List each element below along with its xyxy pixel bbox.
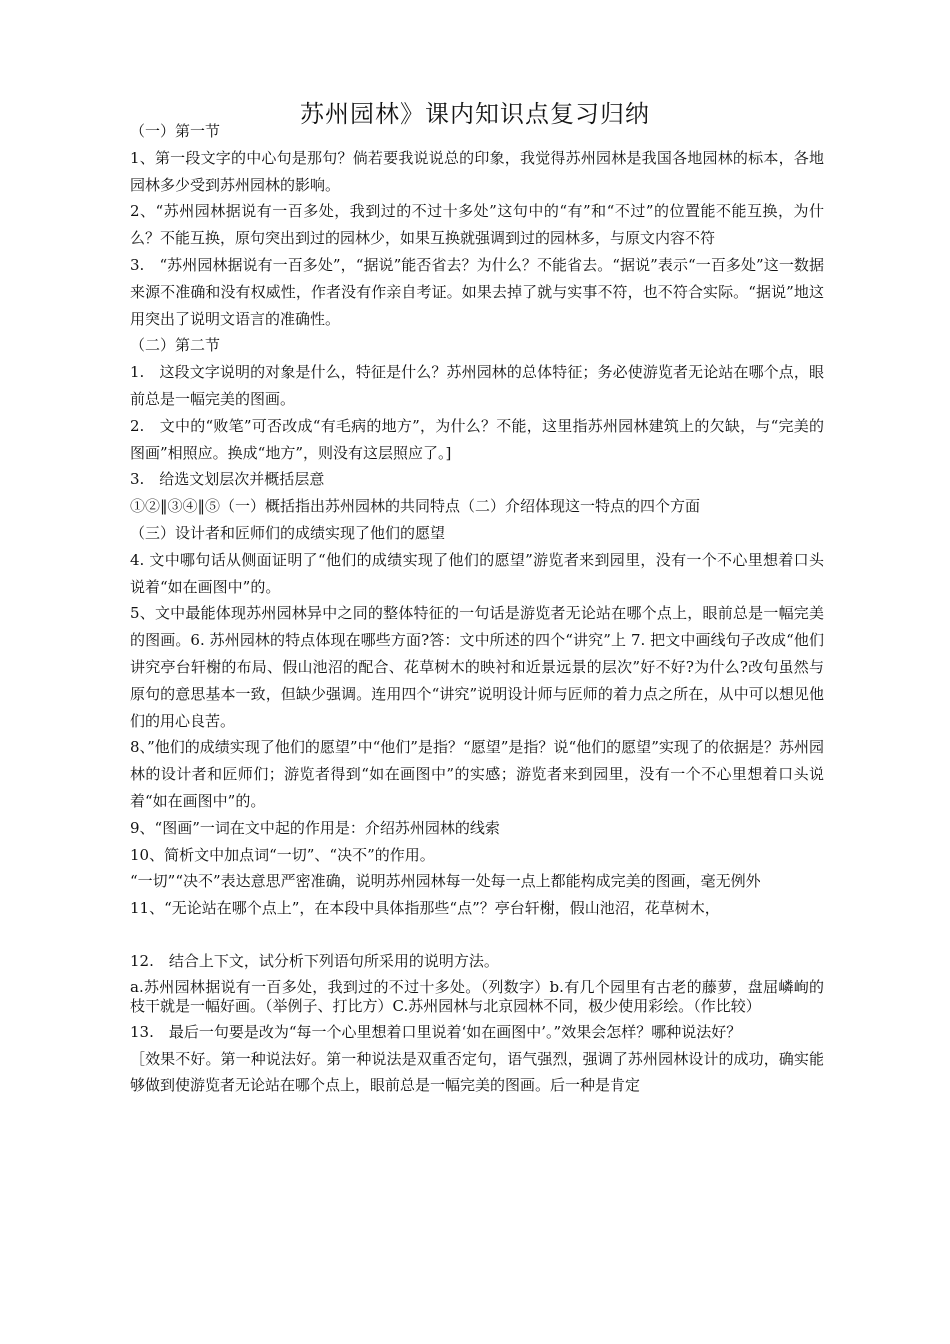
paragraph-s2-q12-answer: a.苏州园林据说有一百多处，我到过的不过十多处。（列数字）b.有几个园里有古老的藤萝，盘屈嶙峋的枝干就是一幅好画。（举例子、打比方）C.苏州园林与北京园林不同，极少使用彩绘。（作比较） <box>130 977 824 1015</box>
paragraph-s2-q13-answer: ［效果不好。第一种说法好。第一种说法是双重否定句，语气强烈，强调了苏州园林设计的成功，确实能够做到使游览者无论站在哪个点上，眼前总是一幅完美的图画。后一种是肯定 <box>130 1049 824 1095</box>
paragraph-q1: 1、第一段文字的中心句是那句？倘若要我说说总的印象，我觉得苏州园林是我国各地园林的标本，各地园林多少受到苏州园林的影响。 <box>130 148 824 194</box>
paragraph-q2: 2、“苏州园林据说有一百多处，我到过的不过十多处”这句中的“有”和“不过”的位置能不能互换，为什么？不能互换，原句突出到过的园林少，如果互换就强调到过的园林多，与原文内容不符 <box>130 202 824 248</box>
paragraph-s2-q5-7: 5、文中最能体现苏州园林异中之同的整体特征的一句话是游览者无论站在哪个点上，眼前总是一幅完美的图画。6. 苏州园林的特点体现在哪些方面?答：文中所述的四个“讲究”上 7. 把文中画线句子改成“他们讲究亭台轩榭的布局、假山池沼的配合、花草树木的映衬和近景远景的层次”好不好?为什么?改句虽然与原句的意思基本一致，但缺少强调。连用四个“讲究”说明设计师与匠师的着力点之所在，从中可以想见他们的用心良苦。 <box>130 604 824 730</box>
page-title: 苏州园林》课内知识点复习归纳 <box>300 100 650 129</box>
paragraph-s2-q10-answer: “一切”“决不”表达意思严密准确，说明苏州园林每一处每一点上都能构成完美的图画，毫无例外 <box>130 872 761 891</box>
paragraph-s2-q9: 9、“图画”一词在文中起的作用是：介绍苏州园林的线索 <box>130 818 500 837</box>
section-heading-1: （一）第一节 <box>130 122 221 140</box>
paragraph-s2-q1: 1. 这段文字说明的对象是什么，特征是什么？苏州园林的总体特征；务必使游览者无论站在哪个点，眼前总是一幅完美的图画。 <box>130 363 824 408</box>
paragraph-s2-q8: 8、”他们的成绩实现了他们的愿望”中“他们”是指？“愿望”是指？说“他们的愿望”实现了的依据是？苏州园林的设计者和匠师们；游览者得到“如在画图中”的实感；游览者来到园里，没有一个不心里想着口头说着“如在画图中”的。 <box>130 738 824 810</box>
paragraph-q3: 3. “苏州园林据说有一百多处”，“据说”能否省去？为什么？不能省去。“据说”表示“一百多处”这一数据来源不准确和没有权威性，作者没有作亲自考证。如果去掉了就与实事不符，也不符合实际。“据说”地这用突出了说明文语言的准确性。 <box>130 255 824 328</box>
paragraph-s2-q11: 11、“无论站在哪个点上”，在本段中具体指那些“点”？亭台轩榭，假山池沼，花草树木， <box>130 899 720 918</box>
paragraph-s2-q10: 10、简析文中加点词“一切”、“决不”的作用。 <box>130 845 435 864</box>
paragraph-s2-q3: 3. 给选文划层次并概括层意 <box>130 470 325 489</box>
paragraph-layers: ①②‖③④‖⑤（一）概括指出苏州园林的共同特点（二）介绍体现这一特点的四个方面 <box>130 497 701 516</box>
section-heading-2: （二）第二节 <box>130 336 221 355</box>
paragraph-s2-q13: 13. 最后一句要是改为“每一个心里想着口里说着‘如在画图中’。”效果会怎样？哪种说法好？ <box>130 1022 742 1041</box>
paragraph-s2-q2: 2. 文中的“败笔”可否改成“有毛病的地方”，为什么？不能，这里指苏州园林建筑上的欠缺，与“完美的图画”相照应。换成“地方”，则没有这层照应了。] <box>130 416 824 462</box>
paragraph-s2-q4: 4. 文中哪句话从侧面证明了“他们的成绩实现了他们的愿望”游览者来到园里，没有一个不心里想着口头说着“如在画图中”的。 <box>130 550 824 596</box>
paragraph-layer-3: （三）设计者和匠师们的成绩实现了他们的愿望 <box>130 523 446 542</box>
document-body <box>130 118 824 1099</box>
paragraph-s2-q12: 12. 结合上下文，试分析下列语句所采用的说明方法。 <box>130 951 499 970</box>
